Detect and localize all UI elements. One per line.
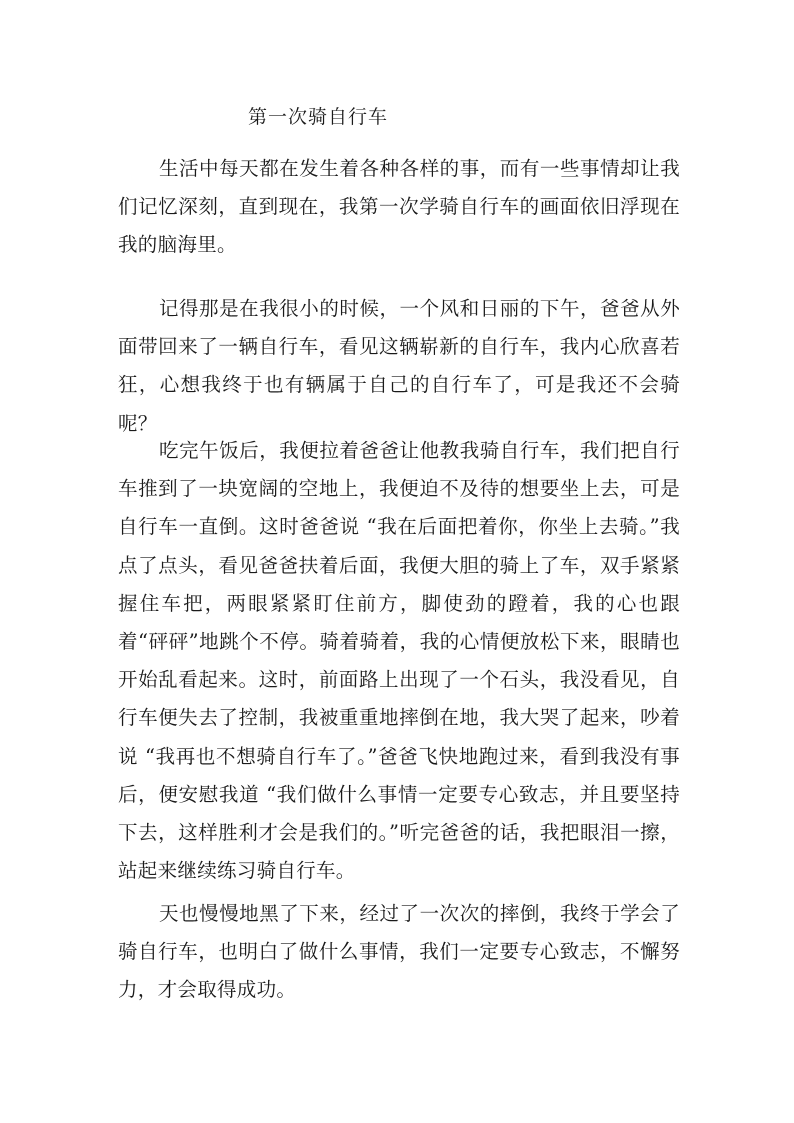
document-title: 第一次骑自行车 (248, 106, 389, 128)
paragraph-2: 记得那是在我很小的时候，一个风和日丽的下午，爸爸从外面带回来了一辆自行车，看见这辆崭新的自行车，我内心欣喜若狂，心想我终于也有辆属于自己的自行车了，可是我还不会骑呢？ (118, 297, 680, 435)
paragraph-3: 吃完午饭后，我便拉着爸爸让他教我骑自行车，我们把自行车推到了一块宽阔的空地上，我便迫不及待的想要坐上去，可是自行车一直倒。这时爸爸说 “我在后面把着你，你坐上去骑。”我点了点头，看见爸爸扶着后面，我便大胆的骑上了车，双手紧紧握住车把，两眼紧紧盯住前方，脚使劲的蹬着，我的心也跟着“砰砰”地跳个不停。骑着骑着，我的心情便放松下来，眼睛也开始乱看起来。这时，前面路上出现了一个石头，我没看见，自行车便失去了控制，我被重重地摔倒在地，我大哭了起来，吵着说 “我再也不想骑自行车了。”爸爸飞快地跑过来，看到我没有事后，便安慰我道 “我们做什么事情一定要专心致志，并且要坚持下去，这样胜利才会是我们的。”听完爸爸的话，我把眼泪一擦，站起来继续练习骑自行车。 (118, 439, 680, 883)
paragraph-1: 生活中每天都在发生着各种各样的事，而有一些事情却让我们记忆深刻，直到现在，我第一次学骑自行车的画面依旧浮现在我的脑海里。 (118, 157, 680, 257)
paragraph-4: 天也慢慢地黑了下来，经过了一次次的摔倒，我终于学会了骑自行车，也明白了做什么事情，我们一定要专心致志，不懈努力，才会取得成功。 (118, 902, 680, 1002)
